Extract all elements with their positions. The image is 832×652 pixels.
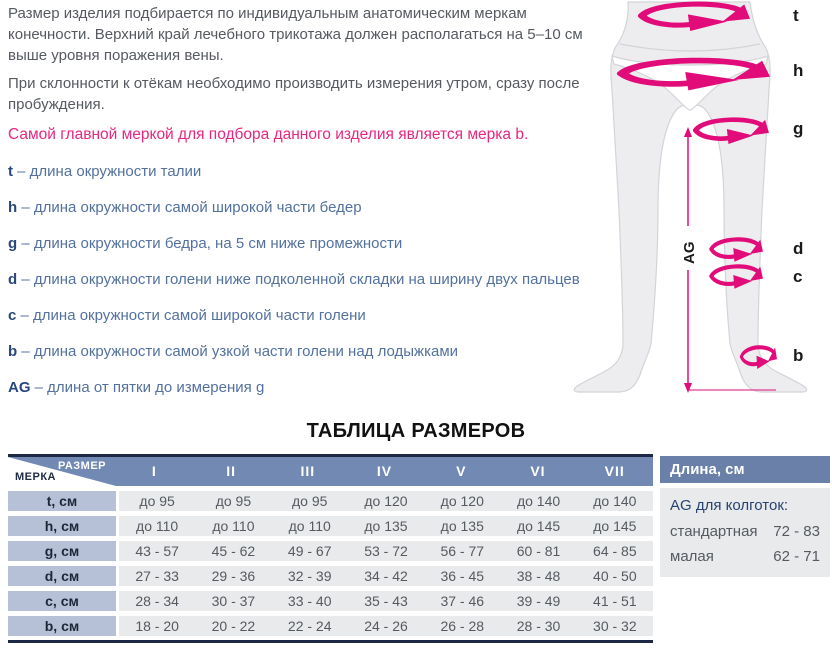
size-table-columns bbox=[116, 457, 653, 486]
value-cell: до 135 bbox=[364, 518, 408, 534]
column-header: II bbox=[226, 463, 236, 479]
row-values bbox=[119, 541, 653, 561]
definition-item: c – длина окружности самой широкой части голени bbox=[8, 307, 366, 324]
value-cell: до 110 bbox=[288, 518, 331, 534]
measurement-definitions bbox=[8, 161, 584, 399]
value-cell: 38 - 48 bbox=[516, 568, 561, 584]
value-cell: 27 - 33 bbox=[135, 568, 179, 584]
value-cell: 37 - 46 bbox=[440, 593, 485, 609]
value-cell: 20 - 22 bbox=[211, 618, 256, 634]
definition-item: t – длина окружности талии bbox=[8, 163, 202, 180]
definition-key: c bbox=[8, 307, 17, 324]
definition-key: g bbox=[8, 235, 18, 252]
row-values bbox=[119, 516, 653, 536]
column-header: I bbox=[151, 463, 157, 479]
column-header: V bbox=[456, 463, 467, 479]
row-values bbox=[119, 591, 653, 611]
label-g: g bbox=[793, 119, 804, 138]
table-row bbox=[8, 516, 653, 536]
highlight-paragraph: Самой главной меркой для подбора данного изделия является мерка b. bbox=[8, 126, 529, 143]
length-panel-body bbox=[660, 488, 830, 577]
value-cell: до 95 bbox=[139, 493, 175, 509]
row-values bbox=[119, 491, 653, 511]
value-cell: 49 - 67 bbox=[287, 543, 332, 559]
corner-label-merka: МЕРКА bbox=[15, 471, 56, 483]
value-cell: 43 - 57 bbox=[135, 543, 179, 559]
table-row bbox=[8, 566, 653, 586]
legs-diagram bbox=[558, 0, 832, 400]
row-label: b, см bbox=[8, 616, 116, 636]
length-panel bbox=[660, 456, 830, 577]
value-cell: 34 - 42 bbox=[364, 568, 408, 584]
length-panel-header: Длина, см bbox=[660, 456, 830, 483]
definition-item: b – длина окружности самой узкой части голени над лодыжками bbox=[8, 343, 459, 360]
value-cell: до 120 bbox=[440, 493, 484, 509]
value-cell: 39 - 49 bbox=[516, 593, 561, 609]
size-table-header bbox=[8, 457, 653, 486]
length-row-label: стандартная bbox=[670, 523, 758, 540]
row-values bbox=[119, 616, 653, 636]
row-label: d, см bbox=[8, 566, 116, 586]
intro-text-block bbox=[8, 3, 584, 413]
row-label: t, см bbox=[8, 491, 116, 511]
value-cell: 32 - 39 bbox=[287, 568, 332, 584]
label-c: c bbox=[793, 267, 803, 286]
label-t: t bbox=[793, 6, 799, 25]
table-row bbox=[8, 541, 653, 561]
value-cell: 26 - 28 bbox=[440, 618, 485, 634]
definition-item: g – длина окружности бедра, на 5 см ниже промежности bbox=[8, 235, 403, 252]
value-cell: до 140 bbox=[593, 493, 637, 509]
value-cell: 36 - 45 bbox=[440, 568, 485, 584]
value-cell: 64 - 85 bbox=[593, 543, 637, 559]
size-table-title: ТАБЛИЦА РАЗМЕРОВ bbox=[306, 420, 526, 442]
definition-item: AG – длина от пятки до измерения g bbox=[8, 379, 265, 396]
row-label: c, см bbox=[8, 591, 116, 611]
table-bottom-border bbox=[8, 640, 653, 643]
value-cell: 28 - 30 bbox=[516, 618, 561, 634]
label-h: h bbox=[793, 61, 804, 80]
value-cell: 53 - 72 bbox=[364, 543, 408, 559]
value-cell: до 140 bbox=[516, 493, 561, 509]
intro-paragraph-1: Размер изделия подбирается по индивидуальным анатомическим меркам конечности. Верхний край лечебного трикотажа должен располагаться на 5–10 см выше уровня поражения вены. bbox=[8, 5, 583, 64]
definition-item: d – длина окружности голени ниже подколенной складки на ширину двух пальцев bbox=[8, 271, 580, 288]
value-cell: 41 - 51 bbox=[593, 593, 637, 609]
column-header: IV bbox=[376, 463, 393, 479]
value-cell: 35 - 43 bbox=[364, 593, 408, 609]
column-header: III bbox=[300, 463, 316, 479]
row-label: g, см bbox=[8, 541, 116, 561]
definition-key: AG bbox=[8, 379, 31, 396]
value-cell: 22 - 24 bbox=[287, 618, 332, 634]
table-row bbox=[8, 616, 653, 636]
value-cell: до 95 bbox=[215, 493, 252, 509]
ag-arrow-down bbox=[684, 383, 692, 393]
table-row bbox=[8, 491, 653, 511]
length-row-value: 62 - 71 bbox=[773, 548, 820, 565]
value-cell: 56 - 77 bbox=[440, 543, 485, 559]
value-cell: 45 - 62 bbox=[211, 543, 256, 559]
length-panel-rows bbox=[670, 522, 820, 567]
value-cell: 30 - 32 bbox=[593, 618, 637, 634]
corner-label-razmer: РАЗМЕР bbox=[57, 460, 106, 472]
length-row-value: 72 - 83 bbox=[773, 523, 820, 540]
value-cell: 33 - 40 bbox=[287, 593, 332, 609]
value-cell: до 110 bbox=[212, 518, 255, 534]
definition-key: t bbox=[8, 163, 13, 180]
definition-item: h – длина окружности самой широкой части бедер bbox=[8, 199, 362, 216]
definition-key: b bbox=[8, 343, 18, 360]
size-table bbox=[8, 454, 653, 643]
value-cell: до 95 bbox=[291, 493, 328, 509]
length-row bbox=[670, 547, 820, 567]
value-cell: 28 - 34 bbox=[135, 593, 179, 609]
row-label: h, см bbox=[8, 516, 116, 536]
definition-key: d bbox=[8, 271, 18, 288]
size-table-rows bbox=[8, 491, 653, 636]
value-cell: до 145 bbox=[516, 518, 561, 534]
column-header: VI bbox=[530, 463, 546, 479]
ag-arrow-up bbox=[684, 127, 692, 137]
value-cell: до 110 bbox=[136, 518, 179, 534]
column-header: VII bbox=[604, 463, 625, 479]
label-b: b bbox=[793, 346, 804, 365]
value-cell: 30 - 37 bbox=[211, 593, 256, 609]
table-row bbox=[8, 591, 653, 611]
length-panel-subtitle: AG для колготок: bbox=[670, 497, 789, 514]
value-cell: 18 - 20 bbox=[135, 618, 179, 634]
corner-cell bbox=[8, 457, 116, 486]
measurement-figure bbox=[558, 0, 832, 400]
value-cell: до 145 bbox=[593, 518, 637, 534]
value-cell: до 135 bbox=[440, 518, 484, 534]
length-row bbox=[670, 522, 820, 542]
length-row-label: малая bbox=[670, 548, 714, 565]
value-cell: 29 - 36 bbox=[211, 568, 256, 584]
value-cell: 60 - 81 bbox=[516, 543, 561, 559]
value-cell: 40 - 50 bbox=[593, 568, 637, 584]
label-d: d bbox=[793, 239, 804, 258]
definition-key: h bbox=[8, 199, 18, 216]
value-cell: 24 - 26 bbox=[364, 618, 408, 634]
row-values bbox=[119, 566, 653, 586]
intro-paragraph-2: При склонности к отёкам необходимо производить измерения утром, сразу после пробуждения. bbox=[8, 75, 580, 113]
value-cell: до 120 bbox=[364, 493, 408, 509]
ag-label: AG bbox=[681, 241, 698, 264]
